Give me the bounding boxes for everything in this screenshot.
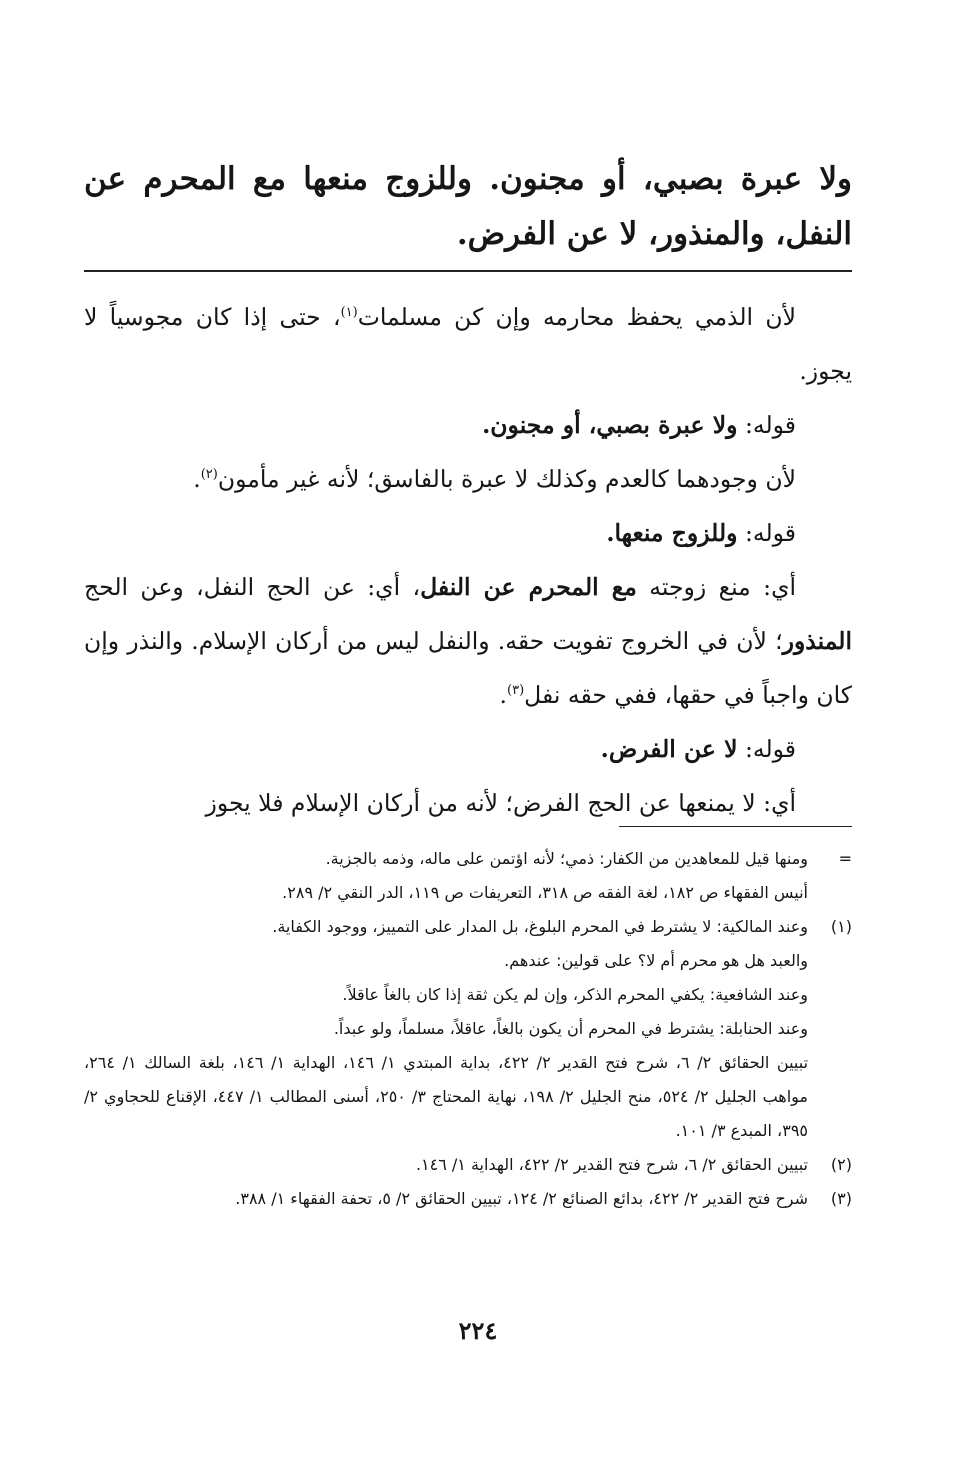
- footnote-1: [84, 910, 852, 1148]
- footnote-ref-1[interactable]: (١): [340, 305, 358, 321]
- footnotes: [84, 842, 852, 1216]
- page-number: ٢٢٤: [458, 1316, 498, 1345]
- quoted-text: وللزوج منعها.: [606, 519, 738, 547]
- footnote-ref-3[interactable]: (٣): [507, 683, 525, 699]
- quote-label: قوله:: [737, 411, 796, 439]
- footnote-2: [84, 1148, 852, 1182]
- commentary-paragraph-5: [84, 560, 852, 722]
- footnote-line: ومنها قيل للمعاهدين من الكفار: ذمي؛ لأنه اؤتمن على ماله، وذمه بالجزية.: [325, 849, 808, 868]
- commentary-text: .: [499, 681, 508, 709]
- footnote-marker: =: [838, 849, 852, 868]
- footnote-marker: (٢): [830, 1155, 852, 1174]
- footnotes-divider: [619, 826, 852, 827]
- quoted-text: ولا عبرة بصبي، أو مجنون.: [482, 411, 738, 439]
- main-text-line-1: ولا عبرة بصبي، أو مجنون. وللزوج منعها مع المحرم عن النفل،: [84, 161, 852, 252]
- commentary-text: ، حتى إذا كان مجوسياً لا يجوز.: [84, 303, 852, 385]
- main-text-line-2: والمنذور، لا عن الفرض.: [456, 216, 765, 252]
- footnote-line: وعند الشافعية: يكفي المحرم الذكر، وإن لم يكن ثقة إذا كان بالغاً عاقلاً.: [342, 985, 808, 1004]
- commentary-text: لأن وجودهما كالعدم وكذلك لا عبرة بالفاسق؛ لأنه غير مأمون: [217, 465, 796, 493]
- footnote-ref-2[interactable]: (٢): [200, 467, 218, 483]
- footnote-3: [84, 1182, 852, 1216]
- quote-label: قوله:: [737, 735, 796, 763]
- commentary: [84, 290, 852, 830]
- footnote-marker: (٣): [830, 1189, 852, 1208]
- footnote-continued: [84, 842, 852, 910]
- commentary-text: لأن الذمي يحفظ محارمه وإن كن مسلمات: [357, 303, 797, 331]
- quoted-text: لا عن الفرض.: [600, 735, 738, 763]
- commentary-paragraph-6: [84, 722, 852, 776]
- footnote-line: وعند المالكية: لا يشترط في المحرم البلوغ، بل المدار على التمييز، ووجود الكفاية.: [272, 917, 808, 936]
- footnote-marker: (١): [830, 917, 852, 936]
- footnote-line: تبيين الحقائق ٢/ ٦، شرح فتح القدير ٢/ ٤٢٢، الهداية ١/ ١٤٦.: [415, 1155, 808, 1174]
- commentary-text: ، أي: عن الحج النفل، وعن الحج: [84, 573, 421, 601]
- footnote-line: والعبد هل هو محرم أم لا؟ على قولين: عندهم.: [504, 951, 808, 970]
- commentary-paragraph-7: أي: لا يمنعها عن الحج الفرض؛ لأنه من أركان الإسلام فلا يجوز: [205, 789, 796, 817]
- footnote-line: وعند الحنابلة: يشترط في المحرم أن يكون بالغاً، عاقلاً، مسلماً، ولو عبداً.: [333, 1019, 808, 1038]
- commentary-text: أي: منع زوجته: [636, 573, 796, 601]
- main-text-divider: [84, 270, 852, 272]
- footnote-line: أنيس الفقهاء ص ١٨٢، لغة الفقه ص ٣١٨، التعريفات ص ١١٩، الدر النقي ٢/ ٢٨٩.: [282, 883, 808, 902]
- footnote-line: شرح فتح القدير ٢/ ٤٢٢، بدائع الصنائع ٢/ ١٢٤، تبيين الحقائق ٢/ ٥، تحفة الفقهاء ١/ ٣٨٨.: [235, 1189, 808, 1208]
- commentary-paragraph-3: [84, 452, 852, 506]
- commentary-paragraph-1: [84, 290, 852, 398]
- main-text: [84, 152, 852, 262]
- quoted-text: مع المحرم عن النفل: [420, 573, 637, 601]
- commentary-paragraph-2: [84, 398, 852, 452]
- commentary-text: ؛ لأن في الخروج تفويت حقه. والنفل ليس من أركان الإسلام. والنذر وإن كان واجباً في حقها، ففي حقه نفل: [84, 627, 852, 709]
- quoted-text: المنذور: [782, 627, 852, 655]
- quote-label: قوله:: [737, 519, 796, 547]
- commentary-paragraph-4: [84, 506, 852, 560]
- commentary-text: .: [193, 465, 201, 493]
- footnote-line: تبيين الحقائق ٢/ ٦، شرح فتح القدير ٢/ ٤٢٢، بداية المبتدي ١/ ١٤٦، الهداية ١/ ١٤٦، بلغة السالك ١/ ٢٦٤، مواهب الجليل ٢/ ٥٢٤، منح الجليل ٢/ ١٩٨، نهاية المحتاج ٣/ ٢٥٠، أسنى المطالب ١/ ٤٤٧، الإقناع للحجاوي ٢/ ٣٩٥، المبدع ٣/ ١٠١.: [84, 1053, 809, 1140]
